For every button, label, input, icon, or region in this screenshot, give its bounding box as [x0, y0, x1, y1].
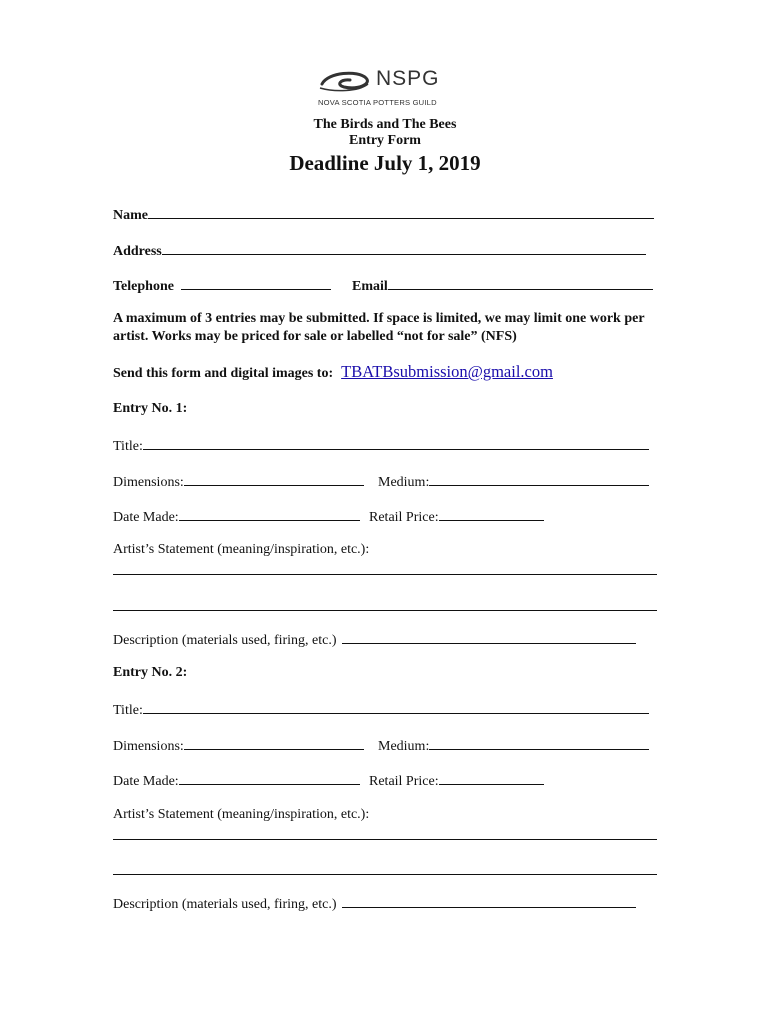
entry-2-medium-label: Medium: — [378, 739, 430, 754]
entry-2-date-made-label: Date Made: — [113, 774, 179, 789]
entry-2-dimensions-label: Dimensions: — [113, 739, 184, 754]
submission-email-link[interactable]: TBATBsubmission@gmail.com — [341, 362, 553, 381]
entry-2-medium-row — [378, 736, 649, 755]
telephone-row — [113, 276, 331, 295]
entry-1-dimensions-label: Dimensions: — [113, 475, 184, 490]
entry-1-title-row — [113, 436, 649, 455]
swirl-icon — [318, 70, 372, 92]
address-field[interactable] — [162, 241, 646, 255]
entry-1-dimensions-field[interactable] — [184, 472, 364, 486]
email-row — [352, 276, 653, 295]
entry-2-title-label: Title: — [113, 703, 143, 718]
name-field[interactable] — [148, 205, 654, 219]
nspg-logo — [318, 68, 458, 110]
email-field[interactable] — [388, 276, 653, 290]
entries-notice: A maximum of 3 entries may be submitted. If space is limited, we may limit one work per artist. Works may be priced for sale or labelled “not for sale” (NFS) — [113, 311, 645, 344]
logo-text: NSPG — [376, 67, 440, 90]
telephone-label: Telephone — [113, 279, 174, 294]
form-subtitle: Entry Form — [349, 133, 421, 148]
entry-1-price-row — [369, 507, 544, 526]
entry-1-medium-label: Medium: — [378, 475, 430, 490]
entry-1-dimensions-row — [113, 472, 364, 491]
entry-1-date-made-field[interactable] — [179, 507, 360, 521]
entry-2-statement-label: Artist’s Statement (meaning/inspiration, etc.): — [113, 807, 370, 822]
entry-1-description-field[interactable] — [342, 630, 636, 644]
entry-1-heading: Entry No. 1: — [113, 401, 188, 416]
entry-2-description-row — [113, 894, 636, 913]
entry-1-medium-field[interactable] — [429, 472, 649, 486]
entry-1-statement-line-1[interactable] — [113, 574, 657, 575]
entry-2-title-row — [113, 700, 649, 719]
entry-2-dimensions-row — [113, 736, 364, 755]
entry-1-retail-price-field[interactable] — [439, 507, 544, 521]
send-row — [113, 364, 553, 382]
entry-2-retail-price-field[interactable] — [439, 771, 544, 785]
entry-1-description-label: Description (materials used, firing, etc.) — [113, 633, 337, 648]
entry-2-date-row — [113, 771, 360, 790]
entry-2-retail-price-label: Retail Price: — [369, 774, 439, 789]
telephone-field[interactable] — [181, 276, 331, 290]
logo-tagline: NOVA SCOTIA POTTERS GUILD — [318, 98, 437, 107]
entry-2-description-field[interactable] — [342, 894, 636, 908]
entry-1-description-row — [113, 630, 636, 649]
entry-1-statement-line-2[interactable] — [113, 610, 657, 611]
entry-1-title-label: Title: — [113, 439, 143, 454]
address-row — [113, 241, 646, 260]
entry-2-date-made-field[interactable] — [179, 771, 360, 785]
entry-2-dimensions-field[interactable] — [184, 736, 364, 750]
name-label: Name — [113, 208, 148, 223]
entry-1-date-made-label: Date Made: — [113, 510, 179, 525]
deadline-heading: Deadline July 1, 2019 — [289, 151, 481, 175]
entry-1-date-row — [113, 507, 360, 526]
entry-2-statement-line-2[interactable] — [113, 874, 657, 875]
name-row — [113, 205, 654, 224]
entry-2-title-field[interactable] — [143, 700, 649, 714]
form-title: The Birds and The Bees — [313, 117, 457, 132]
entry-2-statement-line-1[interactable] — [113, 839, 657, 840]
entry-1-retail-price-label: Retail Price: — [369, 510, 439, 525]
entry-2-price-row — [369, 771, 544, 790]
entry-1-title-field[interactable] — [143, 436, 649, 450]
email-label: Email — [352, 279, 388, 294]
entry-2-heading: Entry No. 2: — [113, 665, 188, 680]
entry-2-description-label: Description (materials used, firing, etc.) — [113, 897, 337, 912]
address-label: Address — [113, 244, 162, 259]
entry-2-medium-field[interactable] — [429, 736, 649, 750]
entry-1-statement-label: Artist’s Statement (meaning/inspiration, etc.): — [113, 542, 370, 557]
send-label: Send this form and digital images to: — [113, 366, 334, 381]
entry-1-medium-row — [378, 472, 649, 491]
